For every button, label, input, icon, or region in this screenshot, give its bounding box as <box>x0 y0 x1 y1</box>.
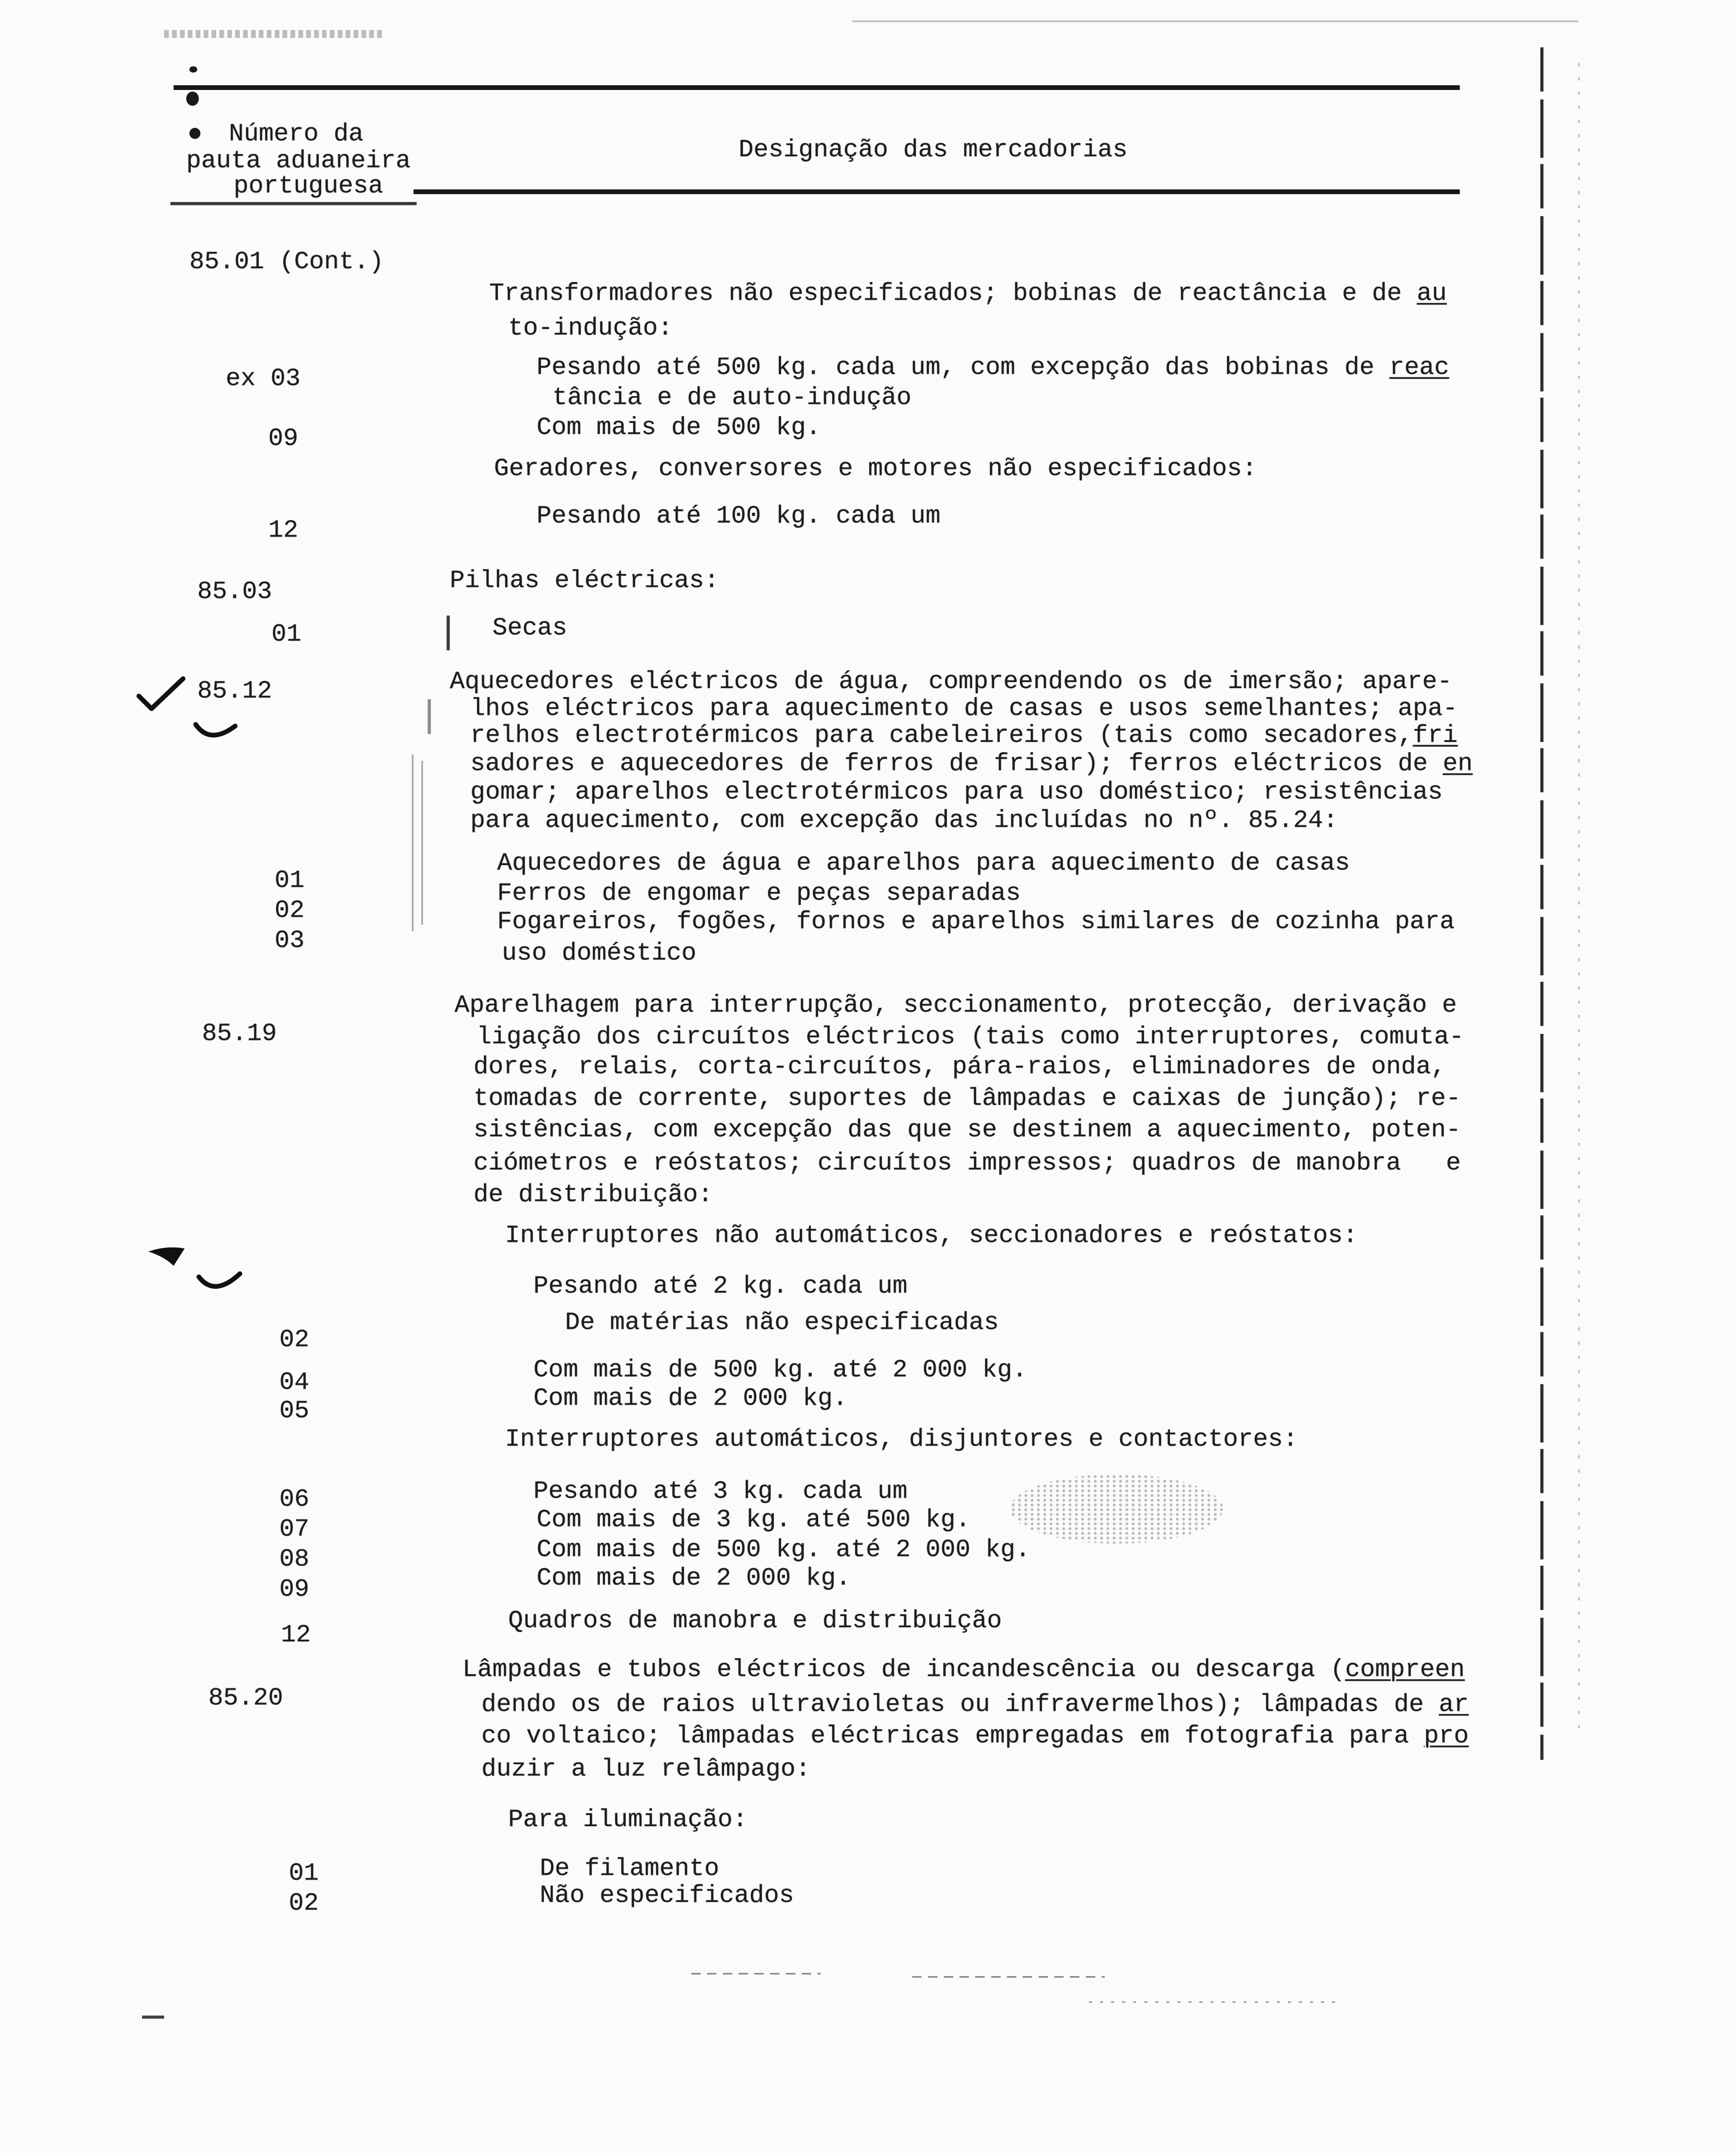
group-title-line: Interruptores automáticos, disjuntores e contactores: <box>505 1425 1298 1454</box>
description-line: Com mais de 500 kg. <box>536 413 821 442</box>
description-line: Secas <box>492 614 567 642</box>
heading-title-line <box>462 1656 1465 1684</box>
heading-code: 85.01 (Cont.) <box>189 248 384 276</box>
heading-title-line <box>470 750 1472 778</box>
description-line: Com mais de 500 kg. até 2 000 kg. <box>533 1356 1027 1384</box>
group-title-line: Para iluminação: <box>508 1806 748 1834</box>
group-title-line: Interruptores não automáticos, seccionadores e reóstatos: <box>505 1222 1358 1250</box>
subheading-code: 04 <box>279 1368 310 1397</box>
code-column-header-line: Número da <box>229 120 364 149</box>
heading-title-line: sistências, com excepção das que se destinem a aquecimento, poten- <box>473 1116 1461 1145</box>
punch-mark <box>189 66 197 73</box>
subheading-code: 12 <box>268 516 298 545</box>
subheading-code: 01 <box>271 620 301 649</box>
heading-title-line <box>481 1722 1469 1750</box>
heading-code: 85.12 <box>197 677 272 706</box>
heading-title-line: gomar; aparelhos electrotérmicos para uso doméstico; resistências <box>470 778 1443 807</box>
heading-title-line <box>470 721 1457 750</box>
header-top-rule <box>174 85 1460 90</box>
header-bottom-rule <box>413 189 1460 194</box>
heading-title-line <box>481 1691 1469 1719</box>
line-text: Lâmpadas e tubos eléctricos de incandescência ou descarga ( <box>462 1656 1345 1685</box>
scan-dash-line <box>1089 2001 1341 2003</box>
subheading-code: 05 <box>279 1396 310 1425</box>
scan-dash-line <box>142 2016 164 2019</box>
subheading-code: 03 <box>274 926 305 955</box>
heading-title-line: ligação dos circuítos eléctricos (tais como interruptores, comuta- <box>476 1023 1464 1052</box>
description-column-header: Designação das mercadorias <box>738 136 1128 164</box>
heading-title-line: duzir a luz relâmpago: <box>481 1755 811 1784</box>
header-bottom-rule-left <box>170 202 417 205</box>
heading-title-line: tomadas de corrente, suportes de lâmpadas e caixas de junção); re- <box>473 1084 1461 1113</box>
hyphen-fragment: pro <box>1424 1722 1469 1750</box>
margin-stroke <box>422 761 423 925</box>
description-line: De filamento <box>539 1854 719 1883</box>
description-line: tância e de auto-indução <box>552 383 911 412</box>
description-line <box>536 354 1449 382</box>
check-mark-icon <box>136 676 186 714</box>
punch-mark <box>186 92 199 106</box>
description-line: Não especificados <box>539 1881 794 1910</box>
subheading-code: 02 <box>279 1325 310 1354</box>
description-line: Com mais de 2 000 kg. <box>536 1564 851 1593</box>
group-title-line: to-indução: <box>508 314 673 343</box>
hyphen-fragment: compreen <box>1345 1656 1465 1685</box>
description-line: uso doméstico <box>502 939 697 968</box>
description-line: Aquecedores de água e aparelhos para aquecimento de casas <box>497 849 1350 878</box>
line-text: co voltaico; lâmpadas eléctricas empregadas em fotografia para <box>481 1722 1424 1750</box>
heading-title-line: de distribuição: <box>473 1180 713 1209</box>
heading-code: 85.03 <box>197 577 272 606</box>
description-line: De matérias não especificadas <box>565 1308 999 1337</box>
heading-title-line: para aquecimento, com excepção das incluídas no nº. 85.24: <box>470 807 1338 835</box>
line-text: relhos electrotérmicos para cabeleireiros (tais como secadores, <box>470 721 1413 750</box>
subheading-code: 12 <box>281 1621 311 1650</box>
subheading-code: 08 <box>279 1545 310 1574</box>
code-column-header-line: portuguesa <box>233 172 383 201</box>
scan-edge-line <box>852 21 1578 22</box>
subheading-code: 02 <box>288 1889 319 1918</box>
description-line: Com mais de 2 000 kg. <box>533 1384 848 1413</box>
heading-title-line: Pilhas eléctricas: <box>450 566 719 595</box>
scan-dash-line <box>691 1973 821 1975</box>
heading-title-line: ciómetros e reóstatos; circuítos impressos; quadros de manobra e <box>473 1149 1461 1178</box>
bleed-through-mark <box>164 30 382 38</box>
code-column-header-line: pauta aduaneira <box>186 146 411 175</box>
scan-noise <box>1010 1474 1223 1544</box>
handwritten-blot-mark <box>147 1245 188 1271</box>
scan-dash-line <box>912 1976 1105 1978</box>
subheading-code: 02 <box>274 896 305 925</box>
bullet-mark <box>189 128 201 139</box>
subheading-code: 09 <box>279 1575 310 1604</box>
handwritten-curve-mark <box>196 1271 243 1299</box>
heading-code: 85.20 <box>208 1684 283 1713</box>
description-line: Com mais de 500 kg. até 2 000 kg. <box>536 1536 1030 1564</box>
margin-stroke <box>412 754 414 931</box>
subheading-code: 01 <box>288 1859 319 1888</box>
description-line: Ferros de engomar e peças separadas <box>497 879 1021 908</box>
group-title-line <box>489 279 1447 308</box>
margin-stroke <box>446 616 449 651</box>
description-line: Com mais de 3 kg. até 500 kg. <box>536 1505 970 1534</box>
line-text: sadores e aquecedores de ferros de frisar); ferros eléctricos de <box>470 750 1443 779</box>
heading-title-line: Aquecedores eléctricos de água, compreendendo os de imersão; apare- <box>450 667 1452 696</box>
subheading-code: ex 03 <box>226 364 301 393</box>
margin-stroke <box>428 699 430 734</box>
subheading-code: 07 <box>279 1515 310 1544</box>
hyphen-fragment: fri <box>1413 721 1458 750</box>
description-line: Pesando até 100 kg. cada um <box>536 502 941 530</box>
heading-title-line: lhos eléctricos para aquecimento de casas e usos semelhantes; apa- <box>470 694 1458 723</box>
hyphen-fragment: ar <box>1438 1690 1469 1719</box>
hyphen-fragment: au <box>1417 279 1447 308</box>
hyphen-fragment: reac <box>1389 354 1449 382</box>
description-line: Pesando até 3 kg. cada um <box>533 1477 908 1506</box>
description-line: Quadros de manobra e distribuição <box>508 1607 1002 1635</box>
heading-code: 85.19 <box>202 1019 277 1048</box>
page-edge-line <box>1540 47 1543 1760</box>
group-title-line: Geradores, conversores e motores não especificados: <box>494 454 1257 483</box>
hyphen-fragment: en <box>1442 750 1473 779</box>
subheading-code: 06 <box>279 1485 310 1514</box>
handwritten-curve-mark <box>192 720 240 748</box>
line-text: dendo os de raios ultravioletas ou infravermelhos); lâmpadas de <box>481 1690 1439 1719</box>
description-line: Fogareiros, fogões, fornos e aparelhos similares de cozinha para <box>497 907 1455 936</box>
heading-title-line: dores, relais, corta-circuítos, pára-raios, eliminadores de onda, <box>473 1052 1446 1081</box>
line-text: Pesando até 500 kg. cada um, com excepção das bobinas de <box>536 354 1389 382</box>
line-text: Transformadores não especificados; bobinas de reactância e de <box>489 279 1417 308</box>
subgroup-title: Pesando até 2 kg. cada um <box>533 1272 908 1301</box>
page-edge-dots <box>1578 63 1580 1736</box>
subheading-code: 09 <box>268 425 298 453</box>
subheading-code: 01 <box>274 866 305 895</box>
heading-title-line: Aparelhagem para interrupção, seccionamento, protecção, derivação e <box>454 991 1457 1020</box>
